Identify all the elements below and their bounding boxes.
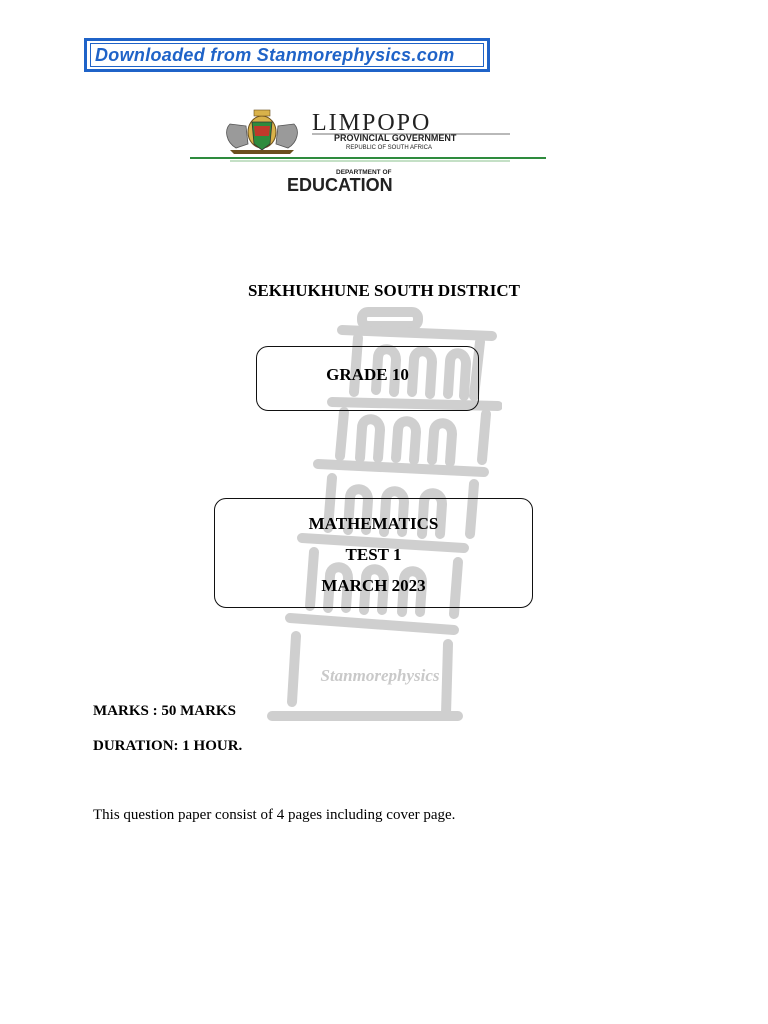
grade-label: GRADE 10 [326, 365, 409, 384]
logo-government: PROVINCIAL GOVERNMENT [334, 133, 457, 143]
logo-dept-of: DEPARTMENT OF [336, 169, 392, 176]
subject-label: MATHEMATICS [308, 514, 439, 533]
coat-of-arms-icon [227, 110, 298, 154]
district-title: SEKHUKHUNE SOUTH DISTRICT [247, 281, 521, 300]
logo-province: LIMPOPO [312, 110, 432, 136]
logo-dept: EDUCATION [287, 175, 393, 195]
download-banner-text[interactable]: Downloaded from Stanmorephysics.com [90, 43, 484, 67]
grade-box [256, 346, 479, 411]
page-count-note: This question paper consist of 4 pages including cover page. [93, 807, 456, 823]
subject-box [214, 498, 533, 608]
test-label: TEST 1 [345, 545, 402, 564]
limpopo-education-logo [190, 104, 550, 200]
download-banner[interactable] [84, 38, 490, 72]
date-label: MARCH 2023 [321, 576, 426, 595]
logo-country: REPUBLIC OF SOUTH AFRICA [346, 145, 433, 151]
watermark-text: Stanmorephysics [320, 666, 440, 685]
marks-line: MARKS : 50 MARKS [93, 703, 236, 719]
duration-line: DURATION: 1 HOUR. [93, 738, 243, 754]
